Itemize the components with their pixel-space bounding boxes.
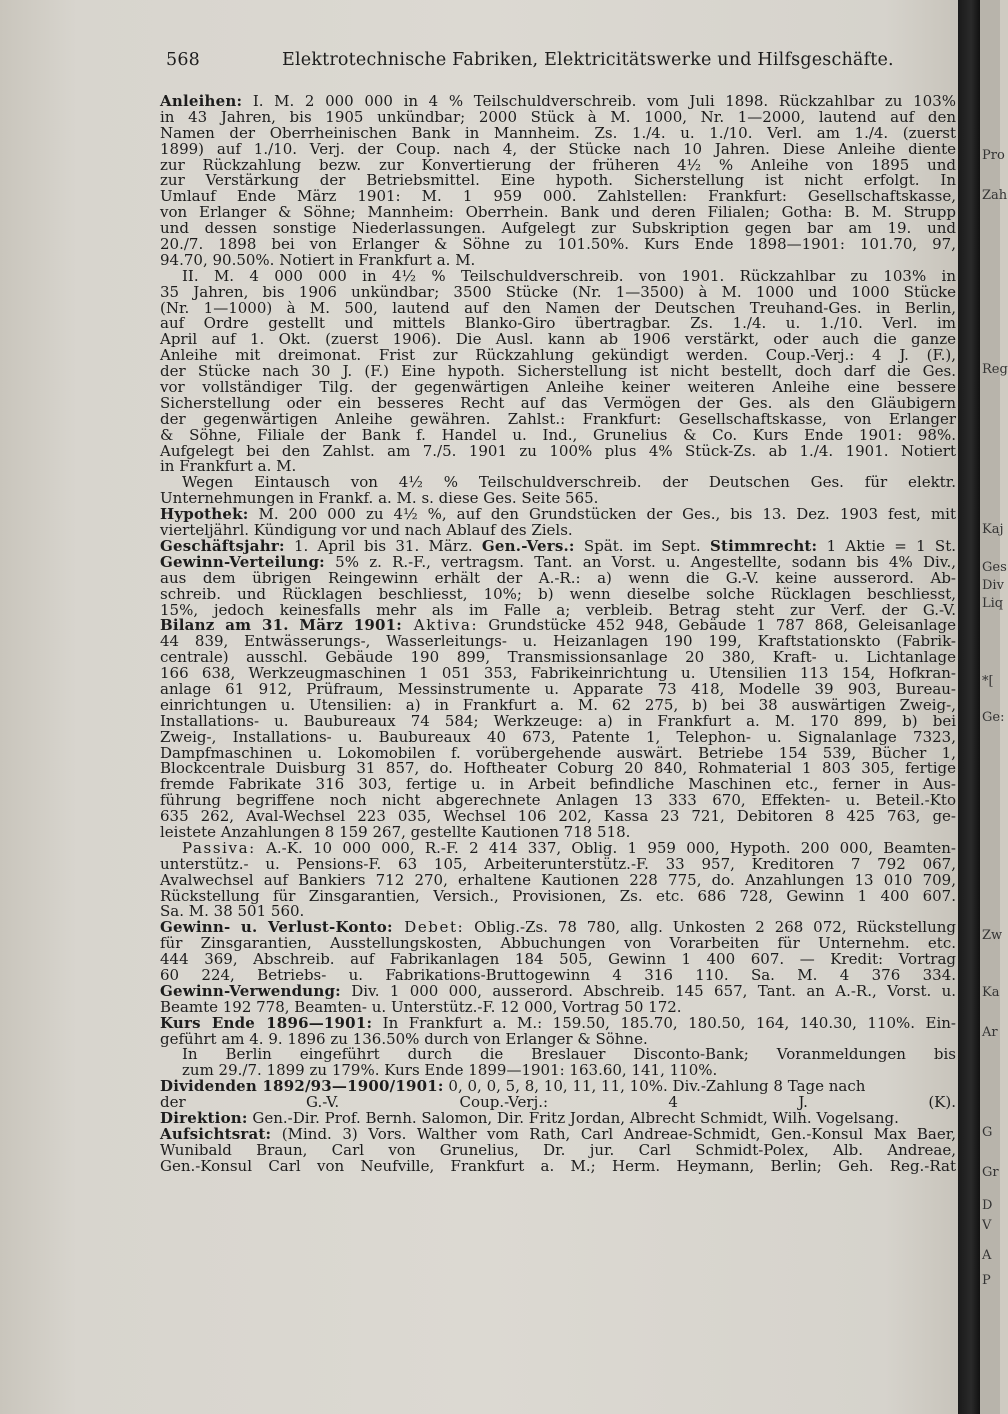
line-text: für Zinsgarantien, Ausstellungskosten, Abbuchungen von Vorarbeiten für Unternehm. etc.	[160, 934, 956, 953]
line-text: 1899) auf 1./10. Verj. der Coup. nach 4, der Stücke nach 10 Jahren. Diese Anleihe diente	[160, 139, 956, 158]
running-title: Elektrotechnische Fabriken, Elektricitätswerke und Hilfsgeschäfte.	[282, 50, 894, 70]
line-text: 15%, jedoch keinesfalls mehr als im Falle a; verbleib. Betrag steht zur Verf. der G.-V.	[160, 600, 956, 619]
line-text: Grundstücke 452 948, Gebäude 1 787 868, Geleisanlage	[478, 616, 956, 635]
line-text: Dampfmaschinen u. Lokomobilen f. vorübergehende auswärt. Betriebe 154 539, Bücher 1,	[160, 743, 956, 762]
section-label: Gewinn-Verwendung:	[160, 981, 341, 1000]
line-text: von Erlanger & Söhne; Mannheim: Oberrhein. Bank und deren Filialen; Gotha: B. M. Strupp	[160, 203, 956, 222]
subsection-label: Aktiva:	[402, 616, 479, 635]
page-header	[166, 50, 894, 74]
line-text: (Nr. 1—1000) à M. 500, lautend auf den Namen der Deutschen Treuhand-Ges. in Berlin,	[160, 298, 956, 317]
line-text: 20./7. 1898 bei von Erlanger & Söhne zu 101.50%. Kurs Ende 1898—1901: 101.70, 97,	[160, 235, 956, 254]
line-text: schreib. und Rücklagen beschliesst, 10%; b) wenn dieselbe solche Rücklagen beschliesst,	[160, 584, 956, 603]
line-text: & Söhne, Filiale der Bank f. Handel u. Ind., Grunelius & Co. Kurs Ende 1901: 98%.	[160, 425, 956, 444]
line-text: aus dem übrigen Reingewinn erhält der A.-R.: a) wenn die G.-V. keine ausserord. Ab-	[160, 568, 956, 587]
line-text: 635 262, Aval-Wechsel 223 035, Wechsel 106 202, Kassa 23 721, Debitoren 8 425 763, ge-	[160, 807, 956, 826]
line-text: 444 369, Abschreib. auf Fabrikanlagen 184 505, Gewinn 1 400 607. — Kredit: Vortrag	[160, 950, 956, 969]
line-text: 0, 0, 0, 5, 8, 10, 11, 11, 10%. Div.-Zahlung 8 Tage nach	[443, 1077, 866, 1096]
line-text: Spät. im Sept.	[574, 536, 710, 555]
adjacent-page-fragment: Ar	[982, 1025, 998, 1040]
line-text: der Stücke nach 30 J. (F.) Eine hypoth. Sicherstellung ist nicht bestellt, doch darf die Ges.	[160, 362, 956, 381]
line-text: führung begriffene noch nicht abgerechnete Anlagen 13 333 670, Effekten- u. Beteil.-Kto	[160, 791, 956, 810]
adjacent-page-fragment: Ges	[982, 560, 1007, 575]
line-text: Sicherstellung oder ein besseres Recht auf das Vermögen der Ges. als den Gläubigern	[160, 393, 956, 412]
line-text: Oblig.-Zs. 78 780, allg. Unkosten 2 268 072, Rückstellung	[464, 918, 957, 937]
adjacent-page-fragment: Zw	[982, 928, 1003, 943]
line-text: Installations- u. Baubureaux 74 584; Werkzeuge: a) in Frankfurt a. M. 170 899, b) bei	[160, 711, 956, 730]
line-text: in Frankfurt a. M.	[160, 457, 297, 476]
section-label: Anleihen:	[160, 92, 243, 110]
line-text: (Mind. 3) Vors. Walther vom Rath, Carl Andreae-Schmidt, Gen.-Konsul Max Baer,	[271, 1124, 956, 1143]
line-text: anlage 61 912, Prüfraum, Messinstrumente u. Apparate 73 418, Modelle 39 903, Bureau-	[160, 679, 956, 698]
section-label: Gen.-Vers.:	[481, 536, 575, 555]
line-text: Avalwechsel auf Bankiers 712 270, erhaltene Kautionen 228 775, do. Anzahlungen 13 010 709,	[160, 870, 956, 889]
line-text: Gen.-Konsul Carl von Neufville, Frankfurt a. M.; Herm. Heymann, Berlin; Geh. Reg.-Rat	[160, 1156, 956, 1175]
adjacent-page-fragment: Reg	[982, 362, 1008, 377]
section-label: Kurs Ende 1896—1901:	[160, 1013, 373, 1032]
adjacent-page-fragment: Kaj	[982, 522, 1004, 537]
line-text: 35 Jahren, bis 1906 unkündbar; 3500 Stücke (Nr. 1—3500) à M. 1000 und 1000 Stücke	[160, 282, 956, 301]
line-text: Umlauf Ende März 1901: M. 1 959 000. Zahlstellen: Frankfurt: Gesellschaftskasse,	[160, 187, 956, 206]
line-text: geführt am 4. 9. 1896 zu 136.50% durch von Erlanger & Söhne.	[160, 1029, 648, 1048]
adjacent-page-edge	[980, 0, 1008, 1414]
line-text: der gegenwärtigen Anleihe gewähren. Zahlst.: Frankfurt: Gesellschaftskasse, von Erlanger	[160, 409, 956, 428]
line-text: vierteljährl. Kündigung vor und nach Ablauf des Ziels.	[160, 521, 573, 540]
adjacent-page-fragment: Liq	[982, 596, 1004, 611]
line-text: Aufgelegt bei den Zahlst. am 7./5. 1901 zu 100% plus 4% Stück-Zs. ab 1./4. 1901. Notiert	[160, 441, 956, 460]
line-text: und dessen sonstige Niederlassungen. Aufgelegt zur Subskription gegen bar am 19. und	[160, 219, 956, 238]
line-text: 166 638, Werkzeugmaschinen 1 051 353, Fabrikeinrichtung u. Utensilien 113 154, Hofkran-	[160, 664, 956, 683]
book-gutter	[958, 0, 980, 1414]
section-label: Gewinn-Verteilung:	[160, 552, 325, 571]
subsection-label: Passiva:	[182, 838, 256, 857]
section-label: Gewinn- u. Verlust-Konto:	[160, 918, 393, 937]
section-label: Geschäftsjahr:	[160, 536, 285, 555]
line-text: Rückstellung für Zinsgarantien, Versich., Provisionen, Zs. etc. 686 728, Gewinn 1 400 607.	[160, 886, 956, 905]
adjacent-page-fragment: *[	[982, 674, 994, 689]
line-text: April auf 1. Okt. (zuerst 1906). Die Ausl. kann ab 1906 verstärkt, oder auch die ganze	[160, 330, 956, 349]
adjacent-page-fragment: Pro	[982, 148, 1005, 163]
line-text: leistete Anzahlungen 8 159 267, gestellte Kautionen 718 518.	[160, 822, 631, 841]
line-text: Anleihe mit dreimonat. Frist zur Rückzahlung gekündigt werden. Coup.-Verj.: 4 J. (F.),	[160, 346, 956, 365]
section-label: Direktion:	[160, 1109, 248, 1127]
adjacent-page-fragment: G	[982, 1125, 993, 1140]
line-text: In Frankfurt a. M.: 159.50, 185.70, 180.50, 164, 140.30, 110%. Ein-	[372, 1013, 956, 1032]
section-label: Hypothek:	[160, 505, 249, 524]
line-text: I. M. 2 000 000 in 4 % Teilschuldverschreib. vom Juli 1898. Rückzahlbar zu 103%	[242, 92, 956, 110]
line-text: 1 Aktie = 1 St.	[817, 536, 956, 555]
adjacent-page-fragment: Ka	[982, 985, 1000, 1000]
adjacent-page-fragment: Ge:	[982, 710, 1005, 725]
line-text: fremde Fabrikate 316 303, fertige u. in Arbeit befindliche Maschinen etc., ferner in Aus-	[160, 775, 956, 794]
line-text: A.-K. 10 000 000, R.-F. 2 414 337, Oblig. 1 959 000, Hypoth. 200 000, Beamten-	[255, 838, 956, 857]
adjacent-page-fragment: Gr	[982, 1165, 999, 1180]
line-text: Gen.-Dir. Prof. Bernh. Salomon, Dir. Fritz Jordan, Albrecht Schmidt, Wilh. Vogelsang.	[247, 1109, 899, 1127]
adjacent-page-fragment: D	[982, 1198, 993, 1213]
line-text: Beamte 192 778, Beamten- u. Unterstütz.-F. 12 000, Vortrag 50 172.	[160, 997, 682, 1016]
section-label: Stimmrecht:	[709, 536, 818, 555]
line-text: In Berlin eingeführt durch die Breslauer Disconto-Bank; Voranmeldungen bis	[182, 1045, 956, 1064]
line-text: centrale) ausschl. Gebäude 190 899, Transmissionsanlage 20 380, Kraft- u. Lichtanlage	[160, 648, 956, 667]
line-text: II. M. 4 000 000 in 4½ % Teilschuldverschreib. von 1901. Rückzahlbar zu 103% in	[182, 266, 956, 285]
section-label: Dividenden 1892/93—1900/1901:	[160, 1077, 444, 1096]
line-text: Wegen Eintausch von 4½ % Teilschuldverschreib. der Deutschen Ges. für elektr.	[182, 473, 956, 492]
adjacent-page-fragment: P	[982, 1273, 991, 1288]
section-label: Bilanz am 31. März 1901:	[160, 616, 403, 635]
page-number: 568	[166, 50, 201, 70]
adjacent-page-fragment: Zah	[982, 188, 1008, 203]
line-text: auf Ordre gestellt und mittels Blanko-Giro übertragbar. Zs. 1./4. u. 1./10. Verl. im	[160, 314, 956, 333]
page-body	[160, 94, 956, 1175]
adjacent-page-fragment: Div	[982, 578, 1004, 593]
line-text: einrichtungen u. Utensilien: a) in Frankfurt a. M. 62 275, b) bei 38 auswärtigen Zweig-,	[160, 695, 956, 714]
line-text: 60 224, Betriebs- u. Fabrikations-Bruttogewinn 4 316 110. Sa. M. 4 376 334.	[160, 965, 956, 984]
line-text: Zweig-, Installations- u. Baubureaux 40 673, Patente 1, Telephon- u. Signalanlage 7323,	[160, 727, 956, 746]
line-text: 1. April bis 31. März.	[284, 536, 482, 555]
line-text: 44 839, Entwässerungs-, Wasserleitungs- u. Heizanlagen 190 199, Kraftstationskto (Fabrik-	[160, 632, 956, 651]
text-line	[160, 1156, 956, 1175]
line-text: zur Verstärkung der Betriebsmittel. Eine hypoth. Sicherstellung ist nicht erfolgt. In	[160, 171, 956, 190]
line-text: unterstütz.- u. Pensions-F. 63 105, Arbeiterunterstütz.-F. 33 957, Kreditoren 7 792 067,	[160, 854, 956, 873]
subsection-label: Debet:	[392, 918, 465, 937]
line-text: 94.70, 90.50%. Notiert in Frankfurt a. M.	[160, 250, 476, 269]
line-text: Blockcentrale Duisburg 31 857, do. Hoftheater Coburg 20 840, Rohmaterial 1 803 305, fertige	[160, 759, 956, 778]
line-text: M. 200 000 zu 4½ %, auf den Grundstücken der Ges., bis 13. Dez. 1903 fest, mit	[248, 505, 956, 524]
line-text: vor vollständiger Tilg. der gegenwärtigen Anleihe keiner weiteren Anleihe eine bessere	[160, 378, 956, 397]
line-text: 5% z. R.-F., vertragsm. Tant. an Vorst. u. Angestellte, sodann bis 4% Div.,	[324, 552, 956, 571]
line-text: Namen der Oberrheinischen Bank in Mannheim. Zs. 1./4. u. 1./10. Verl. am 1./4. (zuerst	[160, 123, 956, 142]
line-text: zur Rückzahlung bezw. zur Konvertierung der früheren 4½ % Anleihe von 1895 und	[160, 155, 956, 174]
line-text: Sa. M. 38 501 560.	[160, 902, 305, 921]
adjacent-page-fragment: V	[982, 1218, 992, 1233]
section-label: Aufsichtsrat:	[160, 1124, 272, 1143]
line-text: der G.-V. Coup.-Verj.: 4 J. (K).	[160, 1093, 956, 1112]
line-text: in 43 Jahren, bis 1905 unkündbar; 2000 Stück à M. 1000, Nr. 1—2000, lautend auf den	[160, 107, 956, 126]
line-text: Div. 1 000 000, ausserord. Abschreib. 145 657, Tant. an A.-R., Vorst. u.	[340, 981, 956, 1000]
line-text: Unternehmungen in Frankf. a. M. s. diese Ges. Seite 565.	[160, 489, 599, 508]
line-text: zum 29./7. 1899 zu 179%. Kurs Ende 1899—1901: 163.60, 141, 110%.	[182, 1061, 718, 1080]
line-text: Wunibald Braun, Carl von Grunelius, Dr. jur. Carl Schmidt-Polex, Alb. Andreae,	[160, 1140, 956, 1159]
adjacent-page-fragment: A	[982, 1248, 992, 1263]
